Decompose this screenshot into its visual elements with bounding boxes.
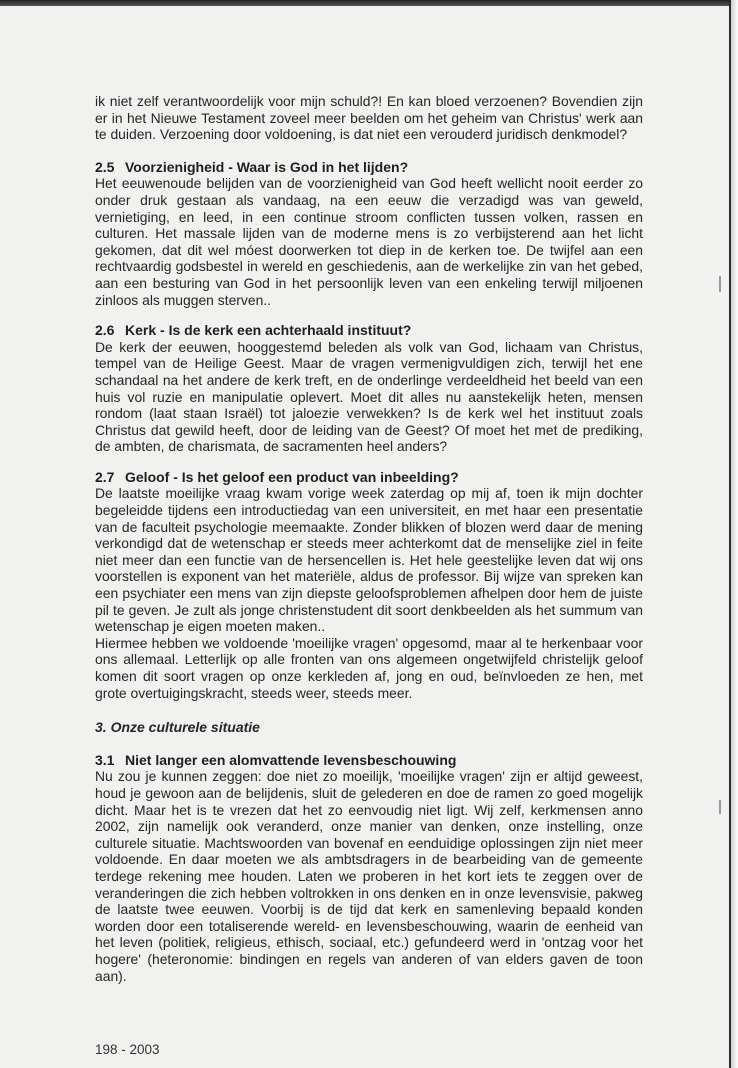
scan-top-border: [0, 0, 738, 6]
chapter-3-heading: 3. Onze culturele situatie: [95, 719, 260, 736]
section-2-6-heading: [95, 322, 643, 339]
scan-mark: [719, 276, 721, 292]
section-2-6-body: De kerk der eeuwen, hooggestemd beleden als volk van God, lichaam van Christus, tempel van de Heilige Geest. Maar de vragen vermenigvuldigen zich, terwijl het ene schandaal na het andere de kerk treft, en de onderlinge verdeeldheid het beeld van een huis vol ruzie en manipulatie oplevert. Moet dit alles nu aanstekelijk heten, mensen rondom (laat staan Israël) tot jaloezie verwekken? Is de kerk wel het instituut zoals Christus dat gewild heeft, door de leiding van de Geest? Of moet het met de prediking, de ambten, de charismata, de sacramenten heel anders?: [95, 338, 643, 455]
section-title: Kerk - Is de kerk een achterhaald instituut?: [125, 322, 412, 339]
section-number: 2.6: [95, 322, 115, 339]
section-3-1-body: Nu zou je kunnen zeggen: doe niet zo moeilijk, 'moeilijke vragen' zijn er altijd geweest, houd je gewoon aan de belijdenis, sluit de gelederen en doe de ramen zo goed mogelijk dicht. Maar het is te vrezen dat het zo eenvoudig niet ligt. Wij zelf, kerkmensen anno 2002, zijn namelijk ook veranderd, onze manier van denken, onze instelling, onze culturele situatie. Machtswoorden van bovenaf en eenduidige oplossingen zijn niet meer voldoende. En daar moeten we als ambtsdragers in de bearbeiding van de gemeente terdege rekening mee houden. Laten we proberen in het kort iets te zeggen over de veranderingen die zich hebben voltrokken in ons denken en in onze levensvisie, pakweg de laatste twee eeuwen. Voorbij is de tijd dat kerk en samenleving bepaald konden worden door een totaliserende wereld- en levensbeschouwing, waarin de eenheid van het leven (politiek, religieus, ethisch, sociaal, etc.) gefundeerd werd in 'ontzag voor het hogere' (heteronomie: bindingen en regels van anderen of van elders gaven de toon aan).: [95, 768, 643, 984]
section-number: 2.7: [95, 468, 115, 485]
section-title: Niet langer een alomvattende levensbeschouwing: [125, 751, 457, 768]
section-title: Geloof - Is het geloof een product van inbeelding?: [125, 468, 459, 485]
section-2-7-body-2: Hiermee hebben we voldoende 'moeilijke vragen' opgesomd, maar al te herkenbaar voor ons allemaal. Letterlijk op alle fronten van ons algemeen ongetwijfeld christelijk geloof komen dit soort vragen op onze kerkleden af, jong en oud, beïnvloeden ze hen, met grote overtuigingskracht, steeds weer, steeds meer.: [95, 634, 643, 701]
section-3-1-heading: [95, 752, 643, 769]
intro-paragraph: ik niet zelf verantwoordelijk voor mijn schuld?! En kan bloed verzoenen? Bovendien zijn er in het Nieuwe Testament zoveel meer beelden om het geheim van Christus' werk aan te duiden. Verzoening door voldoening, is dat niet een verouderd juridisch denkmodel?: [95, 93, 643, 143]
section-number: 3.1: [95, 751, 115, 768]
section-2-7-heading: [95, 469, 643, 486]
section-2-5-body: Het eeuwenoude belijden van de voorzienigheid van God heeft wellicht nooit eerder zo onder druk gestaan als vandaag, na een eeuw die verzadigd was van geweld, vernietiging, en leed, in een continue stroom conflicten tussen volken, rassen en culturen. Het massale lijden van de moderne mens is zo verbijsterend aan het licht gekomen, dat dit wel móest doorwerken tot diep in de kerken toe. De twijfel aan een rechtvaardig godsbestel in wereld en geschiedenis, aan de werkelijke zin van het gebed, aan een besturing van God in het persoonlijk leven van een enkeling terwijl miljoenen zinloos als muggen sterven..: [95, 175, 643, 308]
scan-mark: [719, 800, 721, 814]
page-footer: 198 - 2003: [95, 1042, 160, 1057]
section-title: Voorzienigheid - Waar is God in het lijden?: [125, 158, 409, 175]
scan-right-edge: [731, 0, 738, 1068]
section-2-5-heading: [95, 159, 643, 176]
section-2-7-body-1: De laatste moeilijke vraag kwam vorige week zaterdag op mij af, toen ik mijn dochter begeleidde tijdens een introductiedag van een universiteit, en met haar een presentatie van de faculteit psychologie meemaakte. Zonder blikken of blozen werd daar de mening verkondigd dat de wetenschap er steeds meer achterkomt dat de menselijke ziel in feite niet meer dan een functie van de hersencellen is. Het hele geestelijke leven dat wij ons voorstellen is exponent van het materiële, aldus de professor. Bij wijze van spreken kan een psychiater een mens van zijn diepste geloofsproblemen afhelpen door hem de juiste pil te geven. Je zult als jonge christenstudent dit soort denkbeelden als het summum van wetenschap je eigen moeten maken..: [95, 485, 643, 635]
section-number: 2.5: [95, 158, 115, 175]
text-column: [95, 93, 643, 984]
